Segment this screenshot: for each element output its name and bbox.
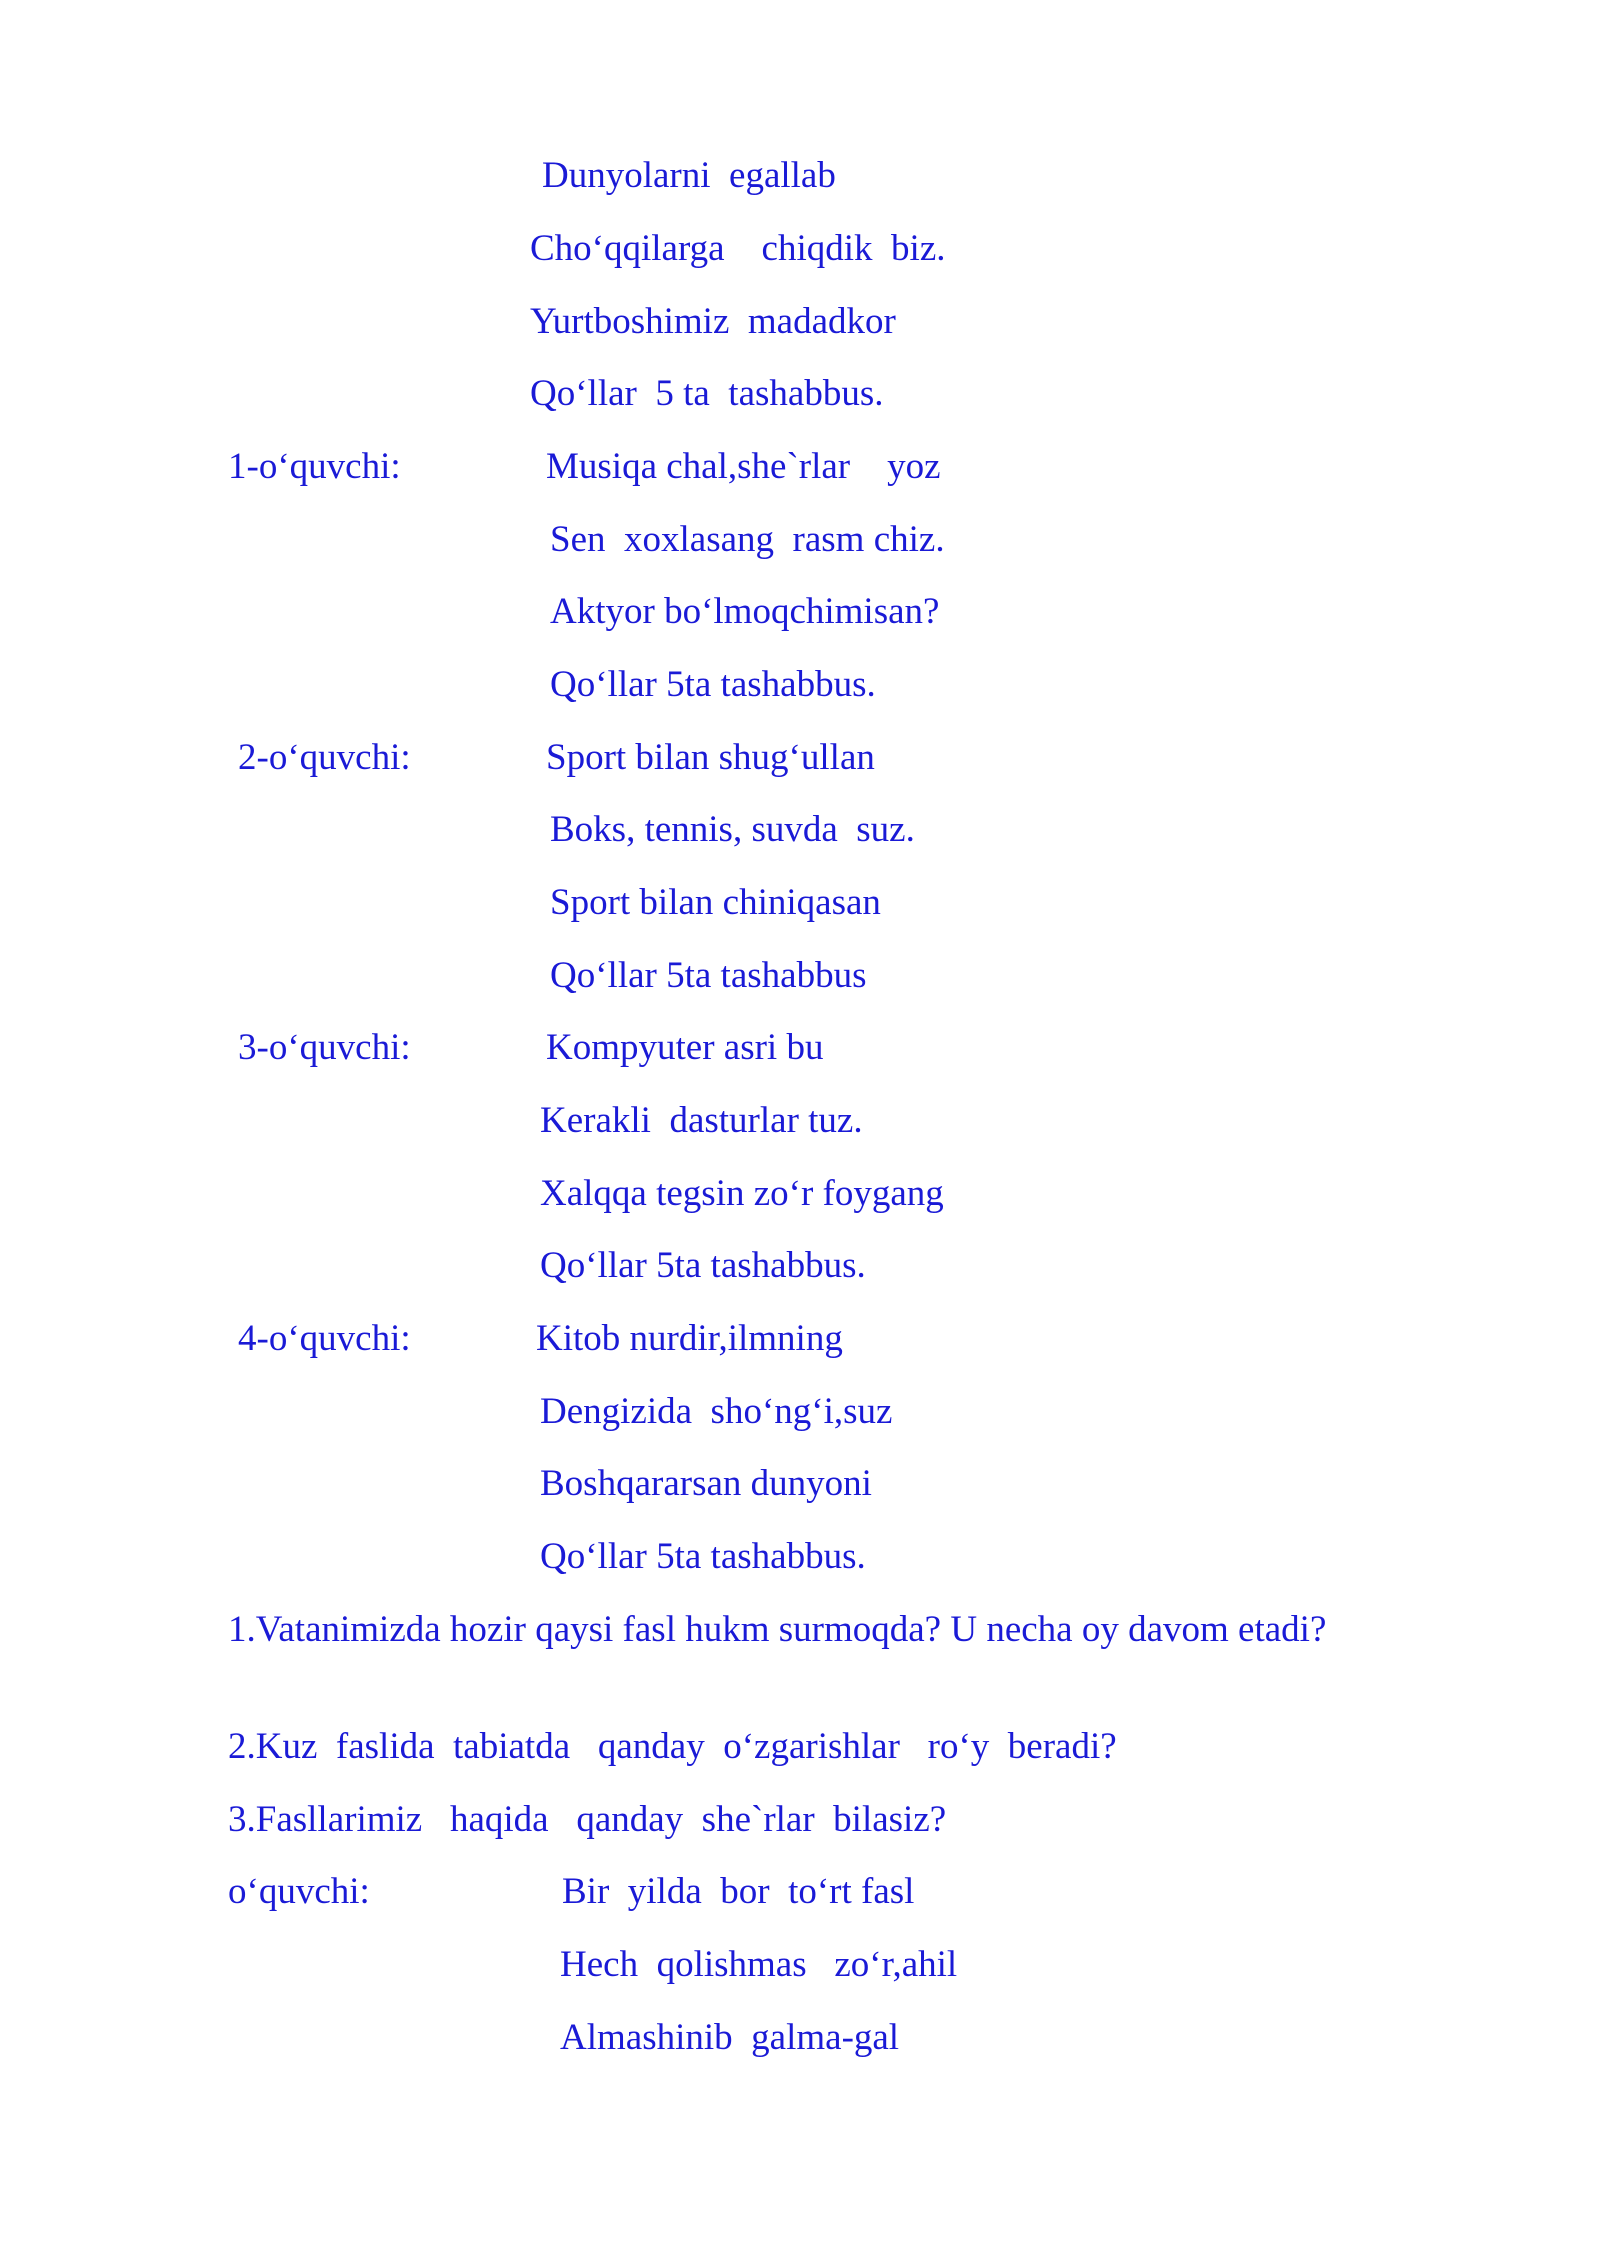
speaker-label: 4-o‘quvchi: [238,1318,411,1359]
poem-line: Qo‘llar 5ta tashabbus [550,955,867,996]
poem-line: Qo‘llar 5ta tashabbus. [540,1536,866,1577]
speaker-label: 2-o‘quvchi: [238,737,411,778]
poem-line: Kitob nurdir,ilmning [536,1318,843,1359]
poem-line: Aktyor bo‘lmoqchimisan? [550,591,940,632]
poem-line: Qo‘llar 5 ta tashabbus. [530,373,884,414]
poem-line: Dengizida sho‘ng‘i,suz [540,1391,893,1432]
question-1: 1.Vatanimizda hozir qaysi fasl hukm surmoqda? U necha oy davom etadi? [228,1609,1327,1650]
speaker-label: 3-o‘quvchi: [238,1027,411,1068]
poem-line: Boshqararsan dunyoni [540,1463,872,1504]
poem-line: Hech qolishmas zo‘r,ahil [560,1944,958,1985]
poem-line: Kerakli dasturlar tuz. [540,1100,863,1141]
poem-line: Musiqa chal,she`rlar yoz [546,446,941,487]
question-2: 2.Kuz faslida tabiatda qanday o‘zgarishlar ro‘y beradi? [228,1726,1117,1767]
poem-line: Xalqqa tegsin zo‘r foygang [540,1173,944,1214]
speaker-label: o‘quvchi: [228,1871,370,1912]
poem-line: Kompyuter asri bu [546,1027,824,1068]
poem-line: Sport bilan shug‘ullan [546,737,875,778]
speaker-label: 1-o‘quvchi: [228,446,401,487]
poem-line: Dunyolarni egallab [542,155,836,196]
poem-line: Qo‘llar 5ta tashabbus. [540,1245,866,1286]
question-3: 3.Fasllarimiz haqida qanday she`rlar bilasiz? [228,1799,947,1840]
poem-line: Sport bilan chiniqasan [550,882,881,923]
poem-line: Qo‘llar 5ta tashabbus. [550,664,876,705]
poem-line: Boks, tennis, suvda suz. [550,809,915,850]
poem-line: Almashinib galma-gal [560,2017,900,2058]
poem-line: Sen xoxlasang rasm chiz. [550,519,945,560]
poem-line: Yurtboshimiz madadkor [530,301,896,342]
poem-line: Cho‘qqilarga chiqdik biz. [530,228,946,269]
poem-line: Bir yilda bor to‘rt fasl [562,1871,915,1912]
